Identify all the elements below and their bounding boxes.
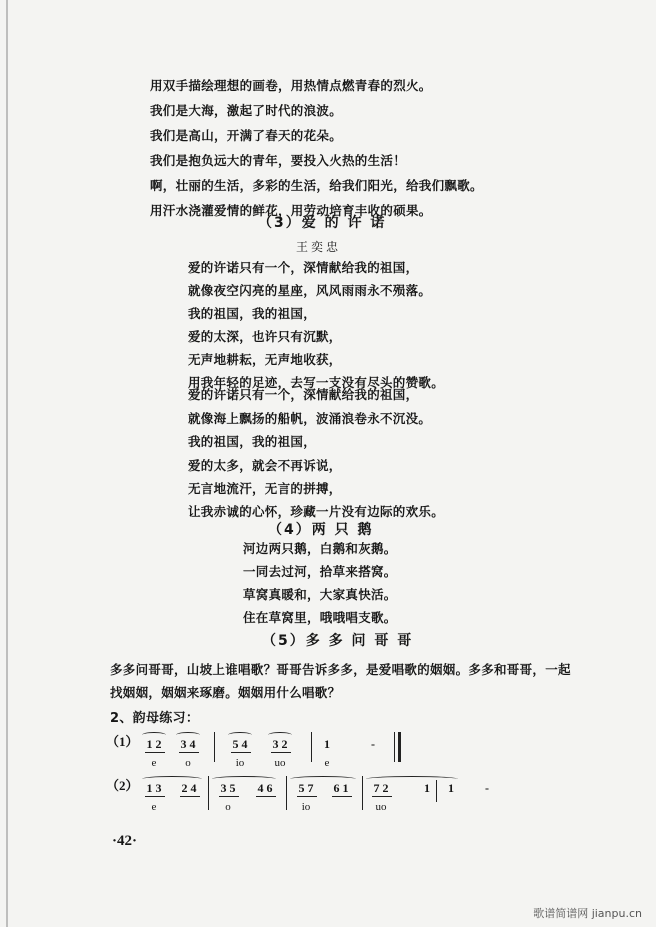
beam <box>219 796 239 797</box>
beam <box>256 796 276 797</box>
poem-line: 我的祖国，我的祖国， <box>188 434 317 449</box>
beam <box>179 752 199 753</box>
note-pair: 1 3 <box>146 781 162 795</box>
syllable: io <box>301 801 311 813</box>
syllable: uo <box>274 757 286 769</box>
poem-line: 就像夜空闪亮的星座，风风雨雨永不殒落。 <box>188 283 432 298</box>
note: 1 <box>424 781 430 795</box>
note-pair: 2 4 <box>181 781 197 795</box>
poem-line: 草窝真暖和，大家真快活。 <box>243 587 397 602</box>
section-title: （4）两 只 鹅 <box>268 522 374 538</box>
paragraph-line: 找姻姻，姻姻来琢磨。姻姻用什么唱歌？ <box>110 685 341 700</box>
bar-line <box>208 776 209 810</box>
syllable: o <box>185 757 191 769</box>
section-title: （5）多 多 问 哥 哥 <box>262 633 414 649</box>
row-label: （1） <box>106 734 139 749</box>
beam <box>145 796 165 797</box>
poem-line: 爱的太深，也许只有沉默， <box>188 329 342 344</box>
note-pair: 3 4 <box>180 737 196 751</box>
poem-line: 我们是高山，开满了春天的花朵。 <box>150 128 343 143</box>
note-pair: 1 2 <box>146 737 162 751</box>
beam <box>372 796 392 797</box>
poem-line: 一同去过河，拾草来搭窝。 <box>243 564 397 579</box>
beam <box>332 796 352 797</box>
poem-line: 啊，壮丽的生活，多彩的生活，给我们阳光，给我们飘歌。 <box>150 178 483 193</box>
end-bar <box>398 732 401 762</box>
author-name: 王奕忠 <box>296 240 342 254</box>
beam <box>231 752 251 753</box>
note-pair: 6 1 <box>333 781 349 795</box>
exercise-heading: 2、韵母练习： <box>110 711 200 726</box>
poem-line: 我的祖国，我的祖国， <box>188 306 317 321</box>
beam <box>297 796 317 797</box>
poem-line: 用我年轻的足迹，去写一支没有尽头的赞歌。 <box>188 375 445 390</box>
poem-line: 河边两只鹅，白鹅和灰鹅。 <box>243 541 397 556</box>
poem-line: 无言地流汗，无言的拼搏， <box>188 481 342 496</box>
paragraph-line: 多多问哥哥，山坡上谁唱歌？哥哥告诉多多，是爱唱歌的姻姻。多多和哥哥，一起 <box>110 662 571 677</box>
poem-line: 让我赤诚的心怀，珍藏一片没有边际的欢乐。 <box>188 504 445 519</box>
note: 1 <box>324 737 330 751</box>
note-pair: 5 7 <box>298 781 314 795</box>
poem-line: 无声地耕耘，无声地收获， <box>188 352 342 367</box>
beam <box>145 752 165 753</box>
dash: - <box>371 737 375 751</box>
note: 1 <box>448 781 454 795</box>
section-title: （3）爱 的 许 诺 <box>258 215 387 231</box>
bar-line <box>214 732 215 762</box>
note-pair: 3 5 <box>220 781 236 795</box>
note-pair: 4 6 <box>257 781 273 795</box>
syllable: uo <box>375 801 387 813</box>
bar-line <box>394 732 395 762</box>
poem-line: 我们是抱负远大的青年，要投入火热的生活！ <box>150 153 407 168</box>
poem-line: 住在草窝里，哦哦唱支歌。 <box>243 610 397 625</box>
syllable: e <box>324 757 330 769</box>
poem-line: 我们是大海，激起了时代的浪波。 <box>150 103 343 118</box>
bar-line <box>362 776 363 810</box>
poem-line: 爱的许诺只有一个，深情献给我的祖国， <box>188 387 419 402</box>
poem-line: 用汗水浇灌爱情的鲜花，用劳动培育丰收的硕果。 <box>150 203 432 218</box>
page-number: ·42· <box>112 833 138 849</box>
beam <box>271 752 291 753</box>
bar-line <box>436 780 437 802</box>
syllable: o <box>225 801 231 813</box>
note-pair: 5 4 <box>232 737 248 751</box>
row-label: （2） <box>106 778 139 793</box>
note-pair: 7 2 <box>373 781 389 795</box>
bar-line <box>286 776 287 810</box>
syllable: e <box>151 801 157 813</box>
poem-line: 爱的许诺只有一个，深情献给我的祖国， <box>188 260 419 275</box>
note-pair: 3 2 <box>272 737 288 751</box>
dash: - <box>485 781 489 795</box>
syllable: e <box>151 757 157 769</box>
beam <box>180 796 200 797</box>
poem-line: 用双手描绘理想的画卷，用热情点燃青春的烈火。 <box>150 78 432 93</box>
syllable: io <box>235 757 245 769</box>
bar-line <box>311 732 312 762</box>
poem-line: 爱的太多，就会不再诉说， <box>188 458 342 473</box>
poem-line: 就像海上飘扬的船帆，波涌浪卷永不沉没。 <box>188 411 432 426</box>
page-edge <box>6 0 8 927</box>
watermark: 歌谱简谱网 jianpu.cn <box>533 907 642 920</box>
